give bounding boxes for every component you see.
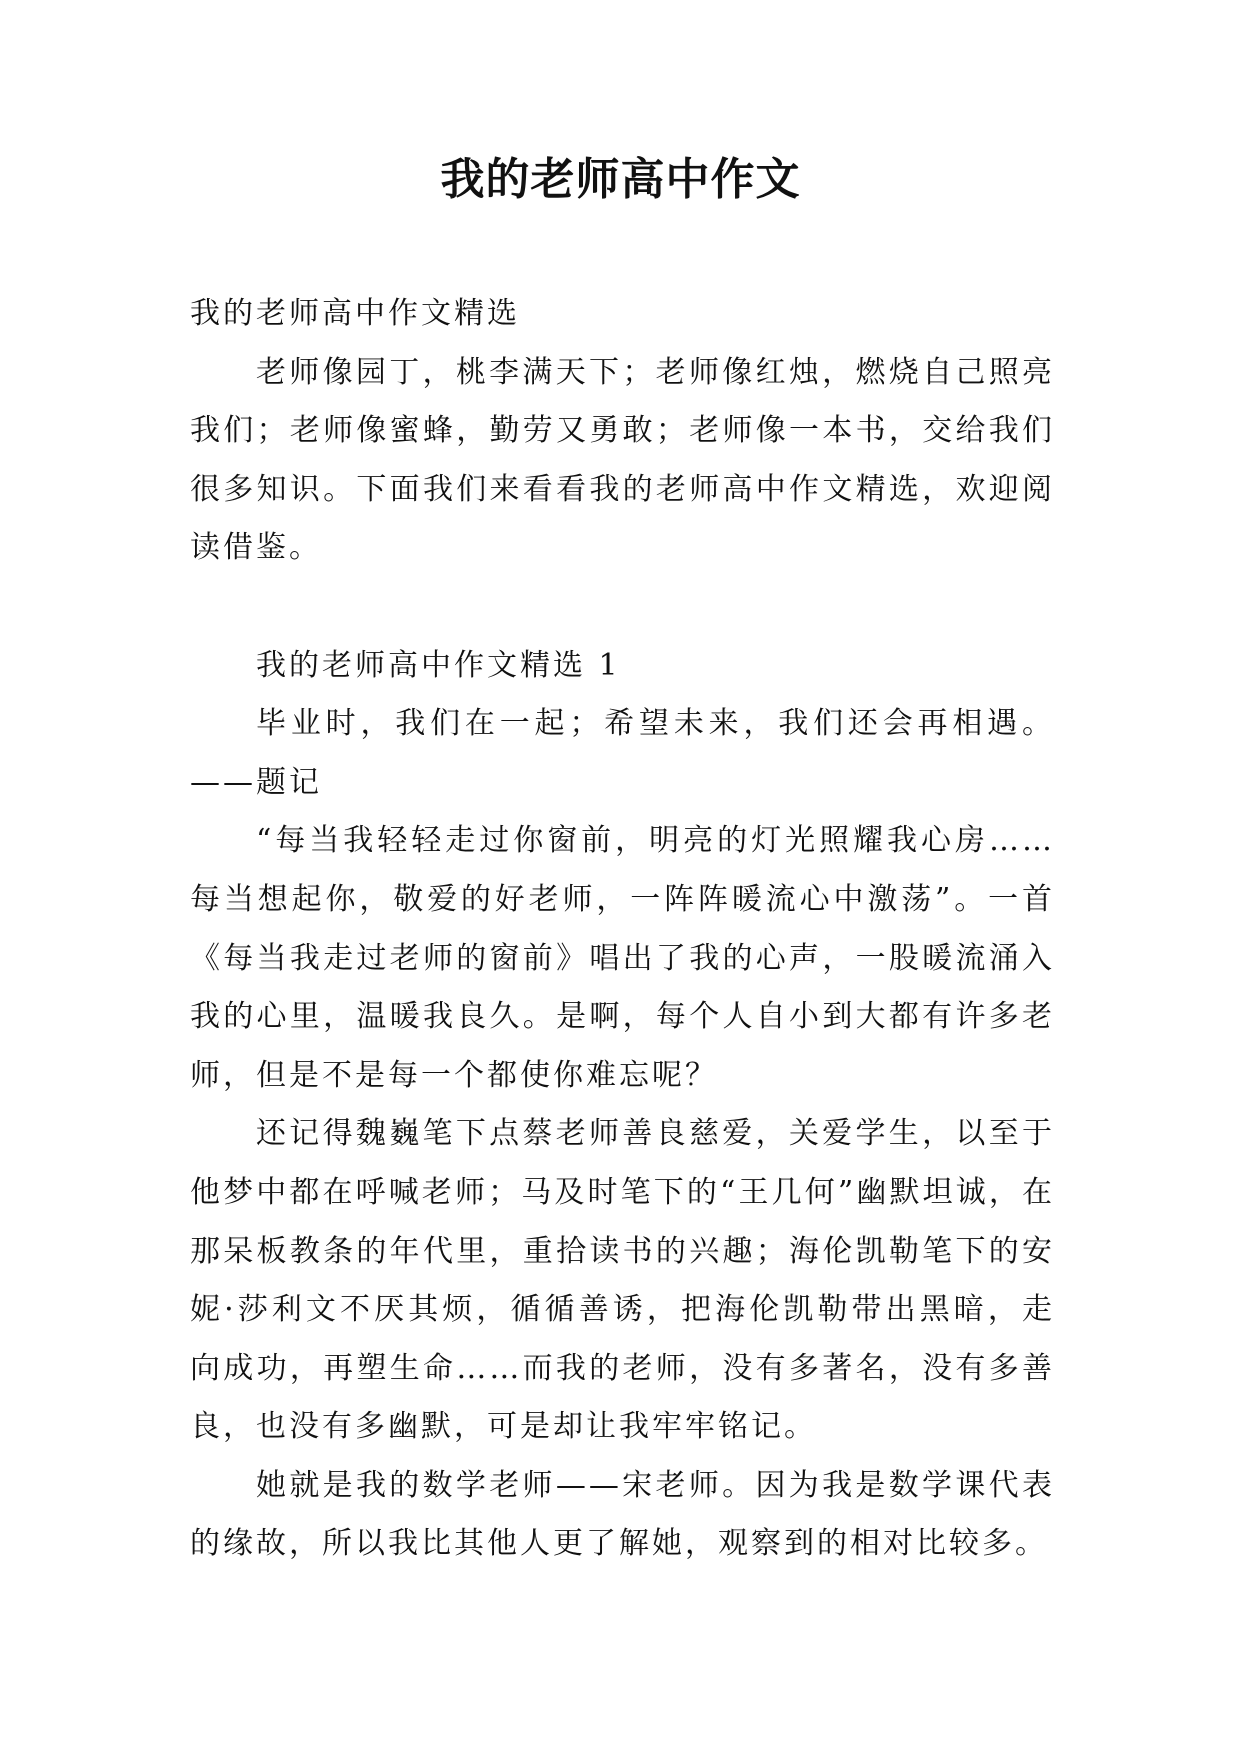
document-body — [190, 285, 1055, 1574]
intro-paragraph: 老师像园丁，桃李满天下；老师像红烛，燃烧自己照亮我们；老师像蜜蜂，勤劳又勇敢；老师像一本书，交给我们很多知识。下面我们来看看我的老师高中作文精选，欢迎阅读借鉴。 — [190, 354, 1055, 566]
document-title: 我的老师高中作文 — [440, 154, 801, 205]
body-paragraph: “每当我轻轻走过你窗前，明亮的灯光照耀我心房……每当想起你，敬爱的好老师，一阵阵暖流心中激荡”。一首《每当我走过老师的窗前》唱出了我的心声，一股暖流涌入我的心里，温暖我良久。是啊，每个人自小到大都有许多老师，但是不是每一个都使你难忘呢？ — [190, 823, 1055, 1093]
body-paragraph: 她就是我的数学老师——宋老师。因为我是数学课代表的缘故，所以我比其他人更了解她，观察到的相对比较多。 — [190, 1467, 1055, 1562]
essay-heading: 我的老师高中作文精选 1 — [256, 647, 621, 683]
body-paragraph: 还记得魏巍笔下点蔡老师善良慈爱，关爱学生，以至于他梦中都在呼喊老师；马及时笔下的“王几何”幽默坦诚，在那呆板教条的年代里，重拾读书的兴趣；海伦凯勒笔下的安妮·莎利文不厌其烦，循循善诱，把海伦凯勒带出黑暗，走向成功，再塑生命……而我的老师，没有多著名，没有多善良，也没有多幽默，可是却让我牢牢铭记。 — [190, 1116, 1055, 1445]
epigraph-paragraph: 毕业时，我们在一起；希望未来，我们还会再相遇。——题记 — [190, 706, 1055, 800]
essay-collection-heading: 我的老师高中作文精选 — [190, 296, 520, 331]
paragraph-spacer — [190, 578, 1055, 637]
